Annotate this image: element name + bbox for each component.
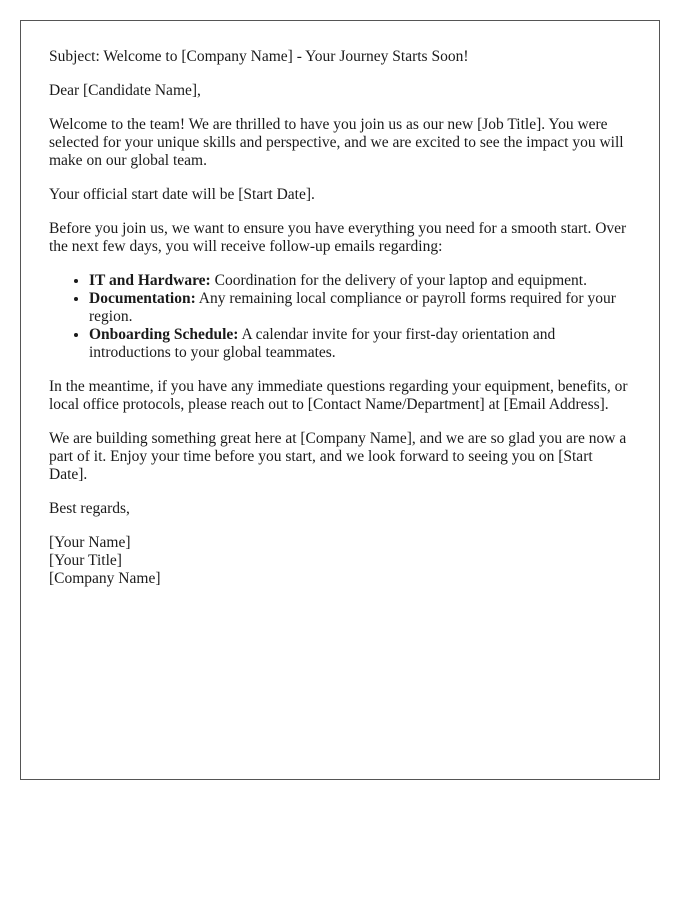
- signature-name: [Your Name]: [49, 534, 131, 551]
- email-subject: Subject: Welcome to [Company Name] - Your Journey Starts Soon!: [49, 48, 469, 65]
- paragraph-before-joining: Before you join us, we want to ensure you have everything you need for a smooth start. Over the next few days, you will receive follow-up emails regarding:: [49, 220, 627, 255]
- sign-off: Best regards,: [49, 500, 130, 517]
- paragraph-questions: In the meantime, if you have any immediate questions regarding your equipment, benefits, or local office protocols, please reach out to [Contact Name/Department] at [Email Address].: [49, 378, 628, 413]
- paragraph-closing: We are building something great here at [Company Name], and we are so glad you are now a part of it. Enjoy your time before you start, and we look forward to seeing you on [Start Date].: [49, 430, 627, 483]
- list-item-label: Documentation:: [89, 290, 196, 307]
- paragraph-start-date: Your official start date will be [Start Date].: [49, 186, 315, 203]
- list-item-documentation: [89, 290, 631, 326]
- list-item-label: IT and Hardware:: [89, 272, 211, 289]
- paragraph-welcome: Welcome to the team! We are thrilled to have you join us as our new [Job Title]. You were selected for your unique skills and perspective, and we are excited to see the impact you will make on our global team.: [49, 116, 624, 169]
- list-item-text: Any remaining local compliance or payroll forms required for your region.: [89, 290, 616, 325]
- signature-company: [Company Name]: [49, 570, 161, 587]
- signature-title: [Your Title]: [49, 552, 122, 569]
- signature-block: [49, 534, 631, 588]
- list-item-label: Onboarding Schedule:: [89, 326, 239, 343]
- list-item-text: A calendar invite for your first-day orientation and introductions to your global teammates.: [89, 326, 556, 361]
- followup-list: [49, 272, 631, 362]
- greeting: Dear [Candidate Name],: [49, 82, 201, 99]
- list-item-onboarding-schedule: [89, 326, 631, 362]
- letter-document: [20, 20, 660, 780]
- list-item-text: Coordination for the delivery of your laptop and equipment.: [210, 272, 587, 289]
- list-item-it-hardware: [89, 272, 631, 290]
